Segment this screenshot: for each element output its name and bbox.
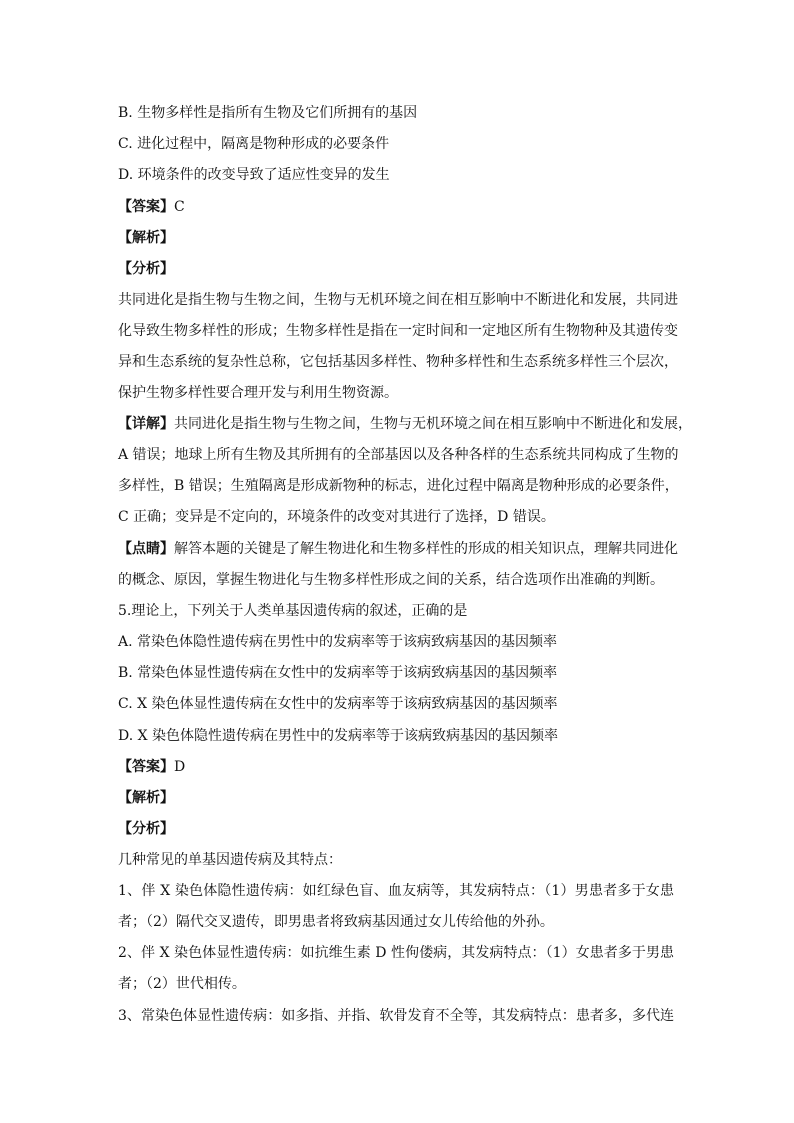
- answer-label: 【答案】: [118, 199, 174, 215]
- q5-option-d: D. X 染色体隐性遗传病在男性中的发病率等于该病致病基因的基因频率: [118, 728, 559, 744]
- q4-jiexi-heading: 【解析】: [118, 230, 174, 246]
- q5-analysis-line: 1、伴 X 染色体隐性遗传病：如红绿色盲、血友病等，其发病特点：（1）男患者多于女患: [118, 883, 674, 899]
- q4-dianjing-line: [118, 540, 678, 558]
- detail-label: 【详解】: [118, 416, 174, 432]
- dianjing-text: 解答本题的关键是了解生物进化和生物多样性的形成的相关知识点，理解共同进化: [174, 541, 678, 557]
- q4-detail-line: C 正确；变异是不定向的，环境条件的改变对其进行了选择，D 错误。: [118, 509, 555, 525]
- answer-value: C: [174, 199, 185, 215]
- q5-analysis-line: 者；（2）隔代交叉遗传，即男患者将致病基因通过女儿传给他的外孙。: [118, 914, 554, 930]
- q4-detail-line: A 错误；地球上所有生物及其所拥有的全部基因以及各种各样的生态系统共同构成了生物的: [118, 447, 679, 463]
- q4-dianjing-line: 的概念、原因，掌握生物进化与生物多样性形成之间的关系，结合选项作出准确的判断。: [118, 572, 664, 588]
- q4-option-d: D. 环境条件的改变导致了适应性变异的发生: [118, 167, 390, 183]
- q4-option-b: B. 生物多样性是指所有生物及它们所拥有的基因: [118, 105, 418, 121]
- q5-stem: 5.理论上，下列关于人类单基因遗传病的叙述，正确的是: [118, 603, 468, 619]
- q4-detail-line: [118, 415, 692, 433]
- q5-option-a: A. 常染色体隐性遗传病在男性中的发病率等于该病致病基因的基因频率: [118, 634, 558, 650]
- q4-answer: [118, 198, 185, 216]
- q5-analysis-line: 者；（2）世代相传。: [118, 976, 246, 992]
- answer-value: D: [174, 759, 186, 775]
- q4-analysis-line: 异和生态系统的复杂性总称，它包括基因多样性、物种多样性和生态系统多样性三个层次，: [118, 354, 678, 370]
- answer-label: 【答案】: [118, 759, 174, 775]
- q4-detail-line: 多样性，B 错误；生殖隔离是形成新物种的标志，进化过程中隔离是物种形成的必要条件，: [118, 478, 679, 494]
- q5-answer: [118, 758, 185, 776]
- q4-fenxi-heading: 【分析】: [118, 261, 174, 277]
- q4-analysis-line: 共同进化是指生物与生物之间，生物与无机环境之间在相互影响中不断进化和发展，共同进: [118, 292, 678, 308]
- q5-analysis-line: 3、常染色体显性遗传病：如多指、并指、软骨发育不全等，其发病特点：患者多，多代连: [118, 1008, 674, 1024]
- q5-analysis-line: 2、伴 X 染色体显性遗传病：如抗维生素 D 性佝偻病，其发病特点：（1）女患者多于男患: [118, 945, 674, 961]
- q4-analysis-line: 化导致生物多样性的形成；生物多样性是指在一定时间和一定地区所有生物物种及其遗传变: [118, 323, 678, 339]
- q5-jiexi-heading: 【解析】: [118, 790, 174, 806]
- dianjing-label: 【点睛】: [118, 541, 174, 557]
- q4-option-c: C. 进化过程中，隔离是物种形成的必要条件: [118, 136, 390, 152]
- detail-text: 共同进化是指生物与生物之间，生物与无机环境之间在相互影响中不断进化和发展，: [174, 416, 692, 432]
- q5-fenxi-heading: 【分析】: [118, 821, 174, 837]
- q5-option-c: C. X 染色体显性遗传病在女性中的发病率等于该病致病基因的基因频率: [118, 696, 558, 712]
- q5-analysis-line: 几种常见的单基因遗传病及其特点：: [118, 852, 342, 868]
- q4-analysis-line: 保护生物多样性要合理开发与利用生物资源。: [118, 385, 398, 401]
- q5-option-b: B. 常染色体显性遗传病在女性中的发病率等于该病致病基因的基因频率: [118, 665, 558, 681]
